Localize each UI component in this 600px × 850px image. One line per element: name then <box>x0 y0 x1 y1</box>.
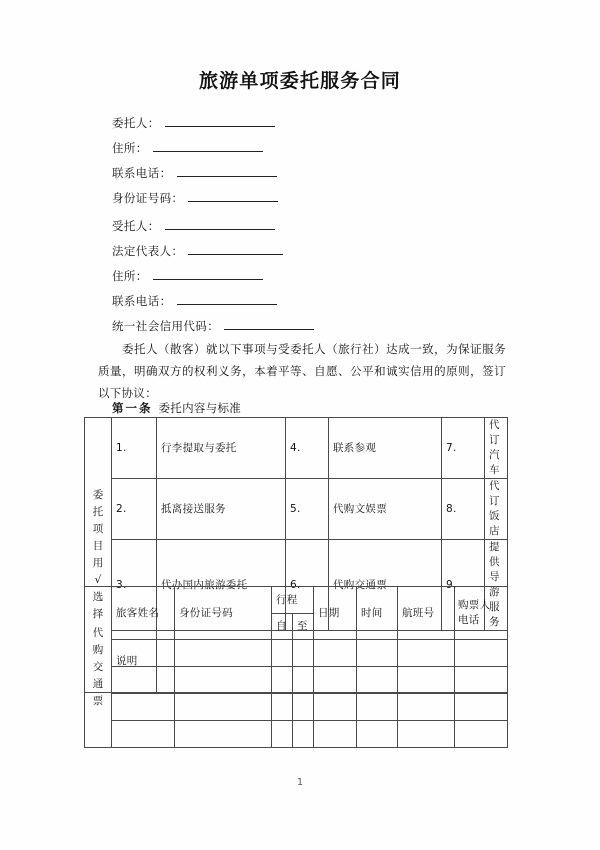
field-blank-line[interactable] <box>165 115 275 127</box>
preamble-paragraph: 委托人（散客）就以下事项与受委托人（旅行社）达成一致，为保证服务质量，明确双方的权利义务，本着平等、自愿、公平和诚实信用的原则，签订以下协议： <box>98 342 506 400</box>
field-label: 住所： <box>112 269 148 283</box>
client-party-block <box>112 115 278 215</box>
table-row <box>85 640 508 667</box>
field-row-client-id <box>112 190 278 215</box>
cell-phone[interactable] <box>455 721 508 748</box>
page-title: 旅游单项委托服务合同 <box>198 70 401 92</box>
note-label: 说明 <box>112 631 157 693</box>
field-row-client-name <box>112 115 278 140</box>
cell-date[interactable] <box>314 721 357 748</box>
cell-from[interactable] <box>272 640 293 667</box>
service-item[interactable]: 抵离接送服务 <box>157 479 286 540</box>
cell-id-number[interactable] <box>175 694 272 721</box>
ticket-table-side-label: 代购交通票 <box>85 587 112 748</box>
article-one-heading <box>112 400 241 416</box>
field-row-client-address <box>112 140 278 165</box>
service-item[interactable]: 代订汽车 <box>485 418 508 479</box>
field-row-client-phone <box>112 165 278 190</box>
item-number: 1. <box>112 418 157 479</box>
field-blank-line[interactable] <box>153 268 263 280</box>
service-item[interactable]: 代订饭店 <box>485 479 508 540</box>
column-header-itinerary: 行程 <box>272 587 313 614</box>
agency-party-block <box>112 218 314 343</box>
cell-id-number[interactable] <box>175 640 272 667</box>
service-item[interactable]: 行李提取与委托 <box>157 418 286 479</box>
cell-flight-no[interactable] <box>398 667 455 694</box>
field-label: 身份证号码： <box>112 191 184 205</box>
field-blank-line[interactable] <box>224 318 314 330</box>
field-blank-line[interactable] <box>188 243 283 255</box>
cell-phone[interactable] <box>455 694 508 721</box>
column-header-flight-no: 航班号 <box>398 587 455 640</box>
item-number: 3. <box>112 540 157 631</box>
field-label: 受托人： <box>112 219 160 233</box>
cell-passenger-name[interactable] <box>112 721 175 748</box>
field-blank-line[interactable] <box>177 165 277 177</box>
item-number: 8. <box>442 479 485 540</box>
column-header-buyer-phone <box>455 587 508 640</box>
column-header-itinerary-to: 至 <box>297 620 308 632</box>
cell-time[interactable] <box>357 721 398 748</box>
item-number: 5. <box>286 479 329 540</box>
service-item[interactable]: 代购文娱票 <box>329 479 442 540</box>
cell-id-number[interactable] <box>175 721 272 748</box>
cell-flight-no[interactable] <box>398 694 455 721</box>
field-row-agency-phone <box>112 293 314 318</box>
cell-phone[interactable] <box>455 667 508 694</box>
field-row-agency-address <box>112 268 314 293</box>
field-label: 住所： <box>112 141 148 155</box>
cell-to[interactable] <box>293 721 314 748</box>
cell-time[interactable] <box>357 667 398 694</box>
column-header-passenger-name: 旅客姓名 <box>112 587 175 640</box>
field-label: 联系电话： <box>112 294 172 308</box>
cell-time[interactable] <box>357 694 398 721</box>
table-row <box>85 721 508 748</box>
table-row <box>85 694 508 721</box>
field-row-agency-name <box>112 218 314 243</box>
column-header-time: 时间 <box>357 587 398 640</box>
item-number: 4. <box>286 418 329 479</box>
article-title: 委托内容与标准 <box>158 401 242 415</box>
cell-to[interactable] <box>293 667 314 694</box>
field-label: 统一社会信用代码： <box>112 319 220 333</box>
column-header-id-number: 身份证号码 <box>175 587 272 640</box>
field-blank-line[interactable] <box>177 293 277 305</box>
cell-date[interactable] <box>314 640 357 667</box>
cell-passenger-name[interactable] <box>112 667 175 694</box>
field-label: 联系电话： <box>112 166 172 180</box>
service-item[interactable]: 联系参观 <box>329 418 442 479</box>
ticket-purchase-table <box>84 586 508 748</box>
field-blank-line[interactable] <box>188 190 278 202</box>
service-item[interactable]: 代办国内旅游委托 <box>157 540 286 631</box>
item-number: 6. <box>286 540 329 631</box>
article-number: 第一条 <box>112 401 153 415</box>
cell-from[interactable] <box>272 667 293 694</box>
table-row <box>85 418 508 479</box>
field-label: 法定代表人： <box>112 244 184 258</box>
service-item[interactable]: 代购交通票 <box>329 540 442 631</box>
cell-flight-no[interactable] <box>398 721 455 748</box>
cell-passenger-name[interactable] <box>112 640 175 667</box>
item-number: 2. <box>112 479 157 540</box>
column-header-itinerary-group <box>272 587 314 640</box>
field-blank-line[interactable] <box>165 218 275 230</box>
field-row-legal-rep <box>112 243 314 268</box>
buyer-phone-line-2: 电话 <box>458 614 480 626</box>
column-header-itinerary-from: 自 <box>272 614 293 640</box>
cell-from[interactable] <box>272 721 293 748</box>
field-label: 委托人： <box>112 116 160 130</box>
cell-phone[interactable] <box>455 640 508 667</box>
page-number: 1 <box>296 777 304 788</box>
buyer-phone-line-1: 购票人 <box>458 599 491 611</box>
cell-flight-no[interactable] <box>398 640 455 667</box>
cell-from[interactable] <box>272 694 293 721</box>
cell-to[interactable] <box>293 694 314 721</box>
service-table-side-label: 委托项目用√选择 <box>85 418 112 693</box>
table-row <box>85 667 508 694</box>
table-row <box>85 479 508 540</box>
item-number: 7. <box>442 418 485 479</box>
cell-id-number[interactable] <box>175 667 272 694</box>
cell-to[interactable] <box>293 640 314 667</box>
cell-date[interactable] <box>314 694 357 721</box>
item-number: 9. <box>442 540 485 631</box>
field-blank-line[interactable] <box>153 140 263 152</box>
cell-date[interactable] <box>314 667 357 694</box>
cell-passenger-name[interactable] <box>112 694 175 721</box>
service-item[interactable]: 提供导游服务 <box>485 540 508 631</box>
cell-time[interactable] <box>357 640 398 667</box>
column-header-date: 日期 <box>314 587 357 640</box>
table-header-row <box>85 587 508 640</box>
